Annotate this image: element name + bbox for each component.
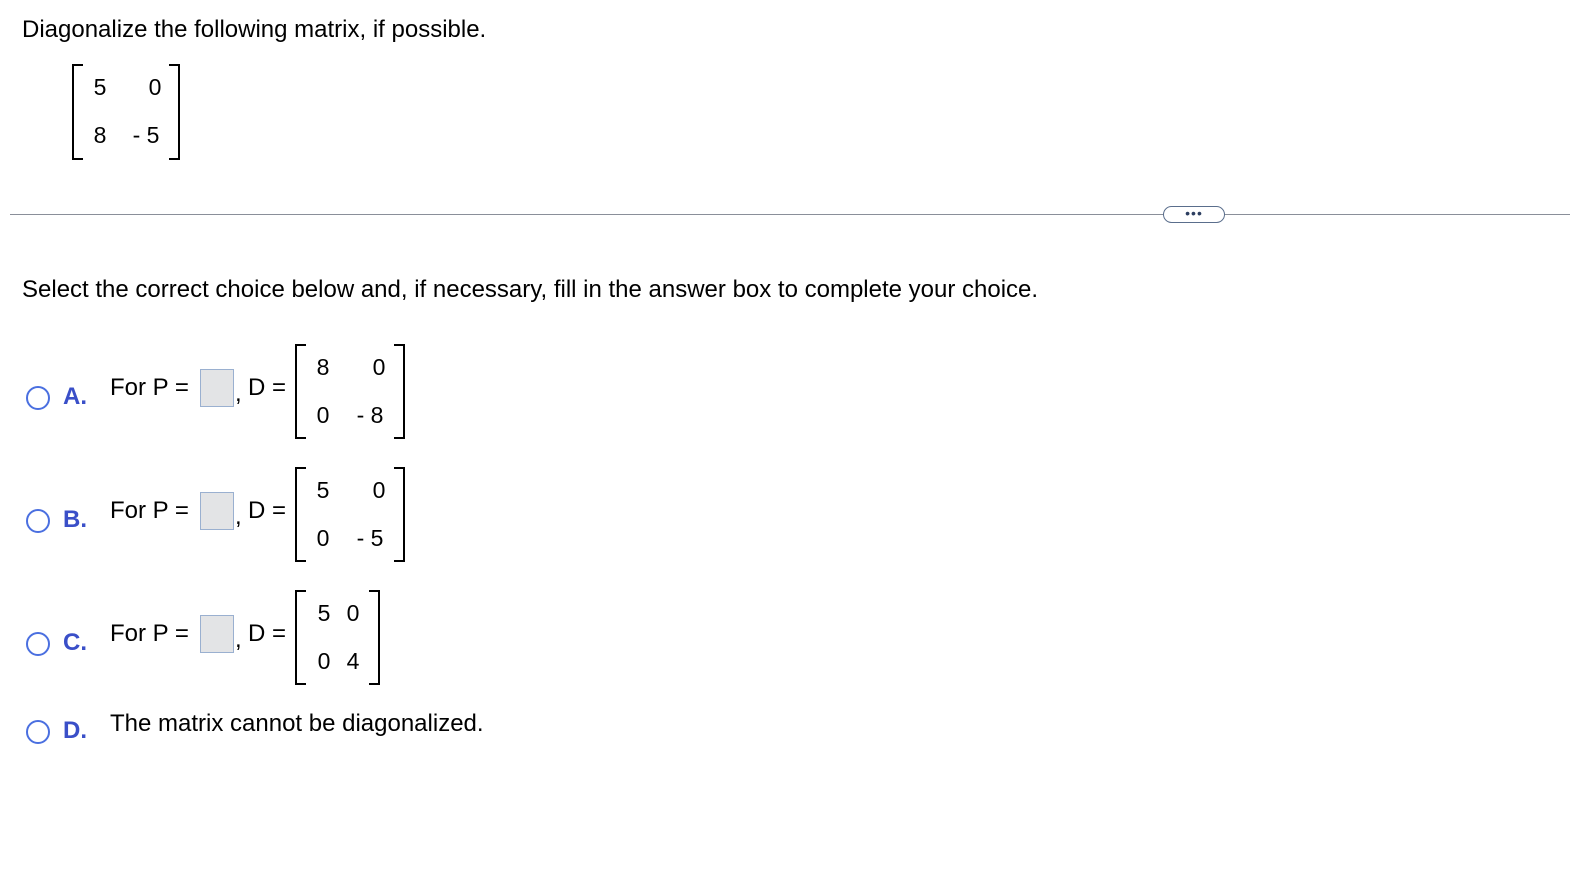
comma-separator: , <box>235 503 242 530</box>
matrix-cell: 0 <box>316 525 330 551</box>
matrix-cell: 0 <box>372 477 386 503</box>
matrix-cell: 5 <box>316 477 330 503</box>
for-p-label: For P = <box>110 497 189 524</box>
choice-a-radio[interactable] <box>26 386 50 410</box>
more-options-button[interactable]: ••• <box>1163 206 1225 223</box>
matrix-cell: 5 <box>93 74 107 100</box>
choice-d-text: The matrix cannot be diagonalized. <box>110 710 484 737</box>
question-matrix <box>72 64 180 160</box>
section-divider <box>10 214 1570 215</box>
choice-c-p-answer-box[interactable] <box>200 615 234 653</box>
choice-b-p-answer-box[interactable] <box>200 492 234 530</box>
matrix-cell: - 5 <box>132 122 160 148</box>
d-label: D = <box>248 620 287 647</box>
question-prompt: Diagonalize the following matrix, if possible. <box>22 16 487 43</box>
matrix-cell: - 8 <box>356 402 384 428</box>
d-label: D = <box>248 497 287 524</box>
choice-a-letter: A. <box>63 383 87 410</box>
for-p-label: For P = <box>110 374 189 401</box>
matrix-cell: 0 <box>317 648 331 674</box>
matrix-cell: 8 <box>93 122 107 148</box>
choice-c-d-matrix <box>295 590 380 685</box>
matrix-cell: 0 <box>346 600 360 626</box>
matrix-cell: 0 <box>316 402 330 428</box>
comma-separator: , <box>235 380 242 407</box>
choice-b-d-matrix <box>295 467 405 562</box>
instruction-text: Select the correct choice below and, if necessary, fill in the answer box to complete your choice. <box>22 276 1039 303</box>
choice-d-letter: D. <box>63 717 87 744</box>
matrix-cell: 0 <box>148 74 162 100</box>
matrix-cell: 0 <box>372 354 386 380</box>
choice-b-letter: B. <box>63 506 87 533</box>
matrix-cell: 5 <box>317 600 331 626</box>
choice-a-d-matrix <box>295 344 405 439</box>
matrix-cell: 8 <box>316 354 330 380</box>
choice-c-radio[interactable] <box>26 632 50 656</box>
choice-c-letter: C. <box>63 629 87 656</box>
matrix-cell: - 5 <box>356 525 384 551</box>
comma-separator: , <box>235 626 242 653</box>
choice-a-p-answer-box[interactable] <box>200 369 234 407</box>
d-label: D = <box>248 374 287 401</box>
choice-d-radio[interactable] <box>26 720 50 744</box>
for-p-label: For P = <box>110 620 189 647</box>
choice-b-radio[interactable] <box>26 509 50 533</box>
matrix-cell: 4 <box>346 648 360 674</box>
